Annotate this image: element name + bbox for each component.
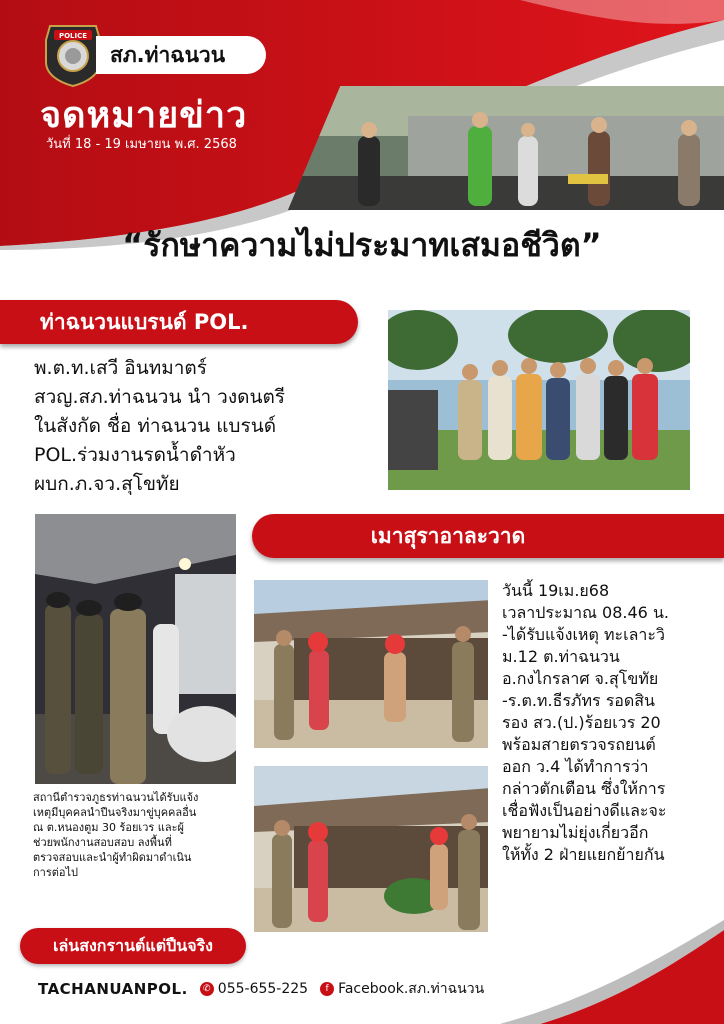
footer-contact	[38, 978, 484, 1000]
section1-line: POL.ร่วมงานรดน้ำดำหัว	[34, 444, 236, 466]
facebook-icon: f	[320, 982, 334, 996]
newsletter-title: จดหมายข่าว	[40, 95, 248, 136]
newsletter-date: วันที่ 18 - 19 เมษายน พ.ศ. 2568	[46, 137, 237, 152]
section1-line: พ.ต.ท.เสวี อินทมาตร์	[34, 357, 207, 379]
section2-line: รอง สว.(ป.)ร้อยเวร 20	[502, 713, 661, 732]
police-badge-icon	[44, 22, 102, 88]
caption-line: ณ ต.หนองตูม 30 ร้อยเวร และผู้	[33, 821, 184, 834]
footer-facebook[interactable]	[320, 978, 484, 1000]
facebook-page: Facebook.สภ.ท่าฉนวน	[338, 981, 485, 997]
night-police-photo	[33, 512, 238, 786]
firearm-tag: เล่นสงกรานต์แต่ปืนจริง	[20, 928, 246, 964]
section2-story	[502, 580, 716, 866]
section2-line: ออก ว.4 ได้ทำการว่า	[502, 757, 649, 776]
section2-line: -ได้รับแจ้งเหตุ ทะเลาะวิ	[502, 625, 665, 644]
footer-brand: TACHANUANPOL.	[38, 980, 188, 998]
section2-line: เชื่อฟังเป็นอย่างดีและจะ	[502, 801, 667, 820]
section1-line: สวญ.สภ.ท่าฉนวน นำ วงดนตรี	[34, 386, 285, 408]
section1-heading: ท่าฉนวนแบรนด์ POL.	[0, 300, 358, 344]
phone-number: 055-655-225	[217, 981, 309, 997]
band-performance-photo	[288, 86, 724, 210]
section2-line: เวลาประมาณ 08.46 น.	[502, 603, 669, 622]
caption-line: เหตุมีบุคคลนำปืนจริงมาขู่บุคคลอื่น	[33, 806, 197, 819]
footer-phone[interactable]	[200, 981, 308, 997]
section2-line: วันนี้ 19เม.ย68	[502, 581, 610, 600]
section2-line: ให้ทั้ง 2 ฝ่ายแยกย้ายกัน	[502, 845, 665, 864]
section2-line: พร้อมสายตรวจรถยนต์	[502, 735, 656, 754]
section1-line: ผบก.ภ.จว.สุโขทัย	[34, 473, 180, 495]
section2-line: กล่าวตักเตือน ซึ่งให้การ	[502, 779, 666, 798]
band-group-photo	[386, 308, 692, 492]
night-photo-caption	[33, 790, 243, 880]
slogan: “รักษาความไม่ประมาทเสมอชีวิต”	[122, 226, 602, 264]
section1-line: ในสังกัด ชื่อ ท่าฉนวน แบรนด์	[34, 415, 277, 437]
section2-line: -ร.ต.ท.ธีรภัทร รอดสิน	[502, 691, 655, 710]
section2-line: อ.กงไกรลาศ จ.สุโขทัย	[502, 669, 659, 688]
section2-line: พยายามไม่ยุ่งเกี่ยวอีก	[502, 823, 649, 842]
logo-text: POLICE	[58, 32, 88, 40]
phone-icon: ✆	[200, 982, 214, 996]
station-name: สภ.ท่าฉนวน	[96, 36, 266, 74]
caption-line: ช่วยพนักงานสอบสอบ ลงพื้นที่	[33, 836, 172, 849]
caption-line: การต่อไป	[33, 866, 79, 879]
section1-story	[34, 354, 384, 499]
caption-line: สถานีตำรวจภูธรท่าฉนวนได้รับแจ้ง	[33, 791, 199, 804]
caption-line: ตรวจสอบและนำผู้ทำผิดมาดำเนิน	[33, 851, 192, 864]
section2-heading: เมาสุราอาละวาด	[252, 514, 724, 558]
house-incident-photo-1	[252, 578, 490, 750]
section2-line: ม.12 ต.ท่าฉนวน	[502, 647, 620, 666]
